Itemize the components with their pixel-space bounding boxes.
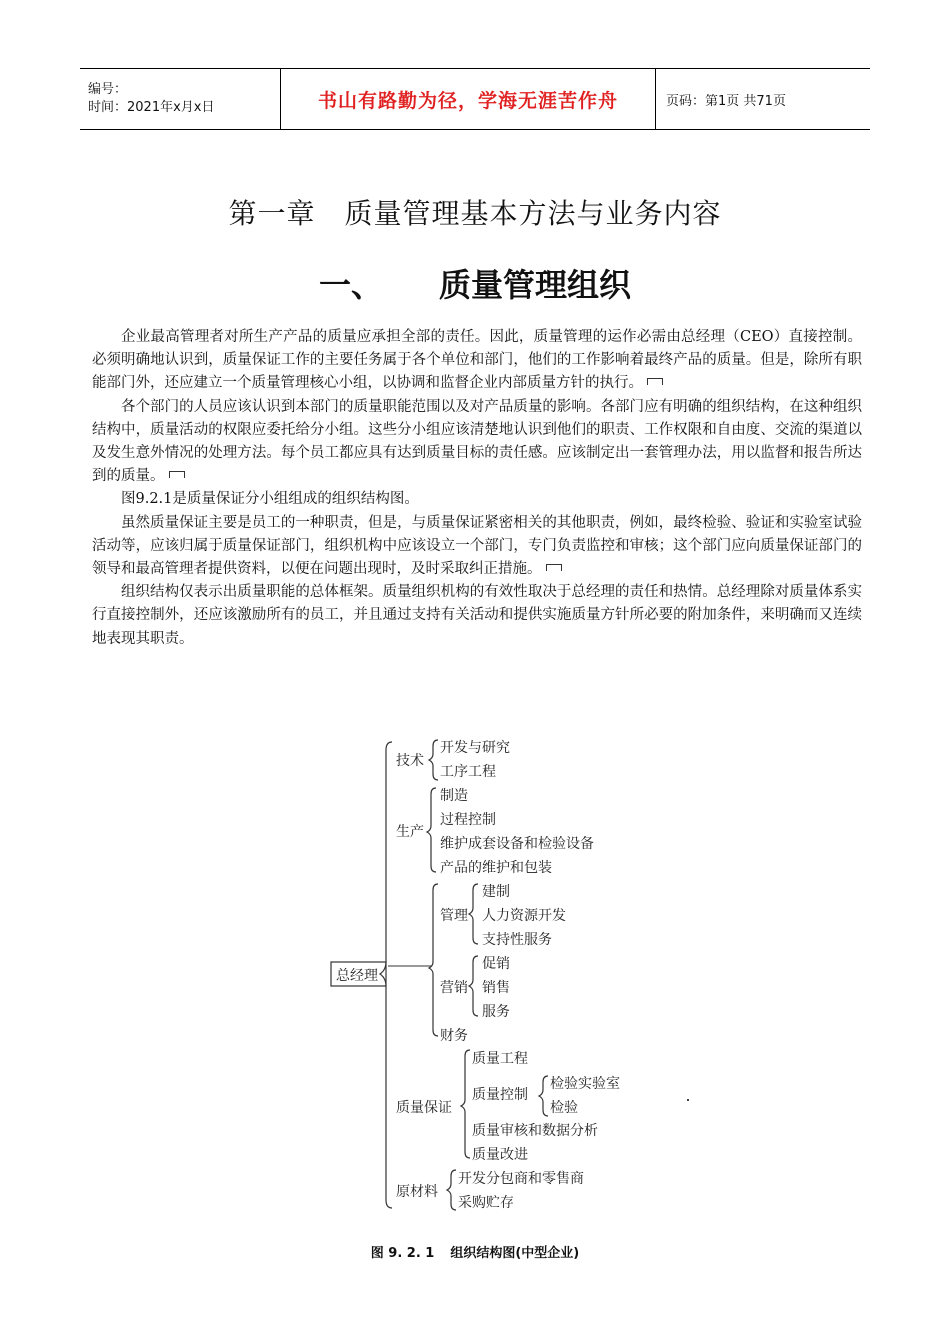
org-node-construction: 建制 xyxy=(482,884,510,900)
org-node-process-control: 过程控制 xyxy=(440,812,496,828)
org-node-quality-control: 质量控制 xyxy=(472,1087,528,1103)
org-node-maintain-equipment: 维护成套设备和检验设备 xyxy=(440,836,594,852)
org-node-process-eng: 工序工程 xyxy=(440,764,496,780)
brace xyxy=(429,884,438,1036)
org-node-subcontractors: 开发分包商和零售商 xyxy=(458,1171,584,1187)
page-info: 页码：第1页 共71页 xyxy=(666,93,786,109)
org-node-quality-assurance: 质量保证 xyxy=(396,1100,452,1116)
brace xyxy=(429,740,438,780)
brace xyxy=(469,884,478,944)
brace xyxy=(447,1170,456,1210)
chapter-title: 第一章 质量管理基本方法与业务内容 xyxy=(228,197,722,230)
paragraph: 各个部门的人员应该认识到本部门的质量职能范围以及对产品质量的影响。各部门应有明确的组织结构，在这种组织结构中，质量活动的权限应委托给分小组。这些分小组应该清楚地认识到他们的职责、工作权限和自由度、交流的渠道以及发生意外情况的处理方法。每个员工都应具有达到质量目标的责任感。应该制定出一套管理办法，用以监督和报告所达到的质量。 xyxy=(92,398,862,485)
document-date: 时间：2021年x月x日 xyxy=(88,100,215,115)
org-node-promotion: 促销 xyxy=(482,956,510,972)
paragraph: 虽然质量保证主要是员工的一种职责，但是，与质量保证紧密相关的其他职责，例如，最终检验、验证和实验室试验活动等，应该归属于质量保证部门，组织机构中应该设立一个部门，专门负责监控和审核；这个部门应向质量保证部门的领导和最高管理者提供资料，以便在问题出现时，及时采取纠正措施。 xyxy=(92,514,862,578)
org-node-root: 总经理 xyxy=(336,968,378,984)
org-node-production: 生产 xyxy=(396,824,424,840)
org-node-support-service: 支持性服务 xyxy=(482,932,552,948)
figure-number: 图 9. 2. 1 xyxy=(370,1246,435,1261)
org-node-service: 服务 xyxy=(482,1004,510,1020)
paragraph: 组织结构仅表示出质量职能的总体框架。质量组织机构的有效性取决于总经理的责任和热情。总经理除对质量体系实行直接控制外，还应该激励所有的员工，并且通过支持有关活动和提供实施质量方针所必要的附加条件，来明确而又连续地表现其职责。 xyxy=(92,584,862,647)
org-node-sales: 销售 xyxy=(482,980,510,996)
figure-caption xyxy=(0,1242,950,1261)
header-motto: 书山有路勤为径，学海无涯苦作舟 xyxy=(317,89,618,112)
section-title-text: 质量管理组织 xyxy=(439,266,632,304)
org-node-quality-improvement: 质量改进 xyxy=(472,1147,528,1163)
brace xyxy=(469,956,478,1016)
brace xyxy=(461,1050,470,1158)
paragraph: 企业最高管理者对所生产产品的质量应承担全部的责任。因此，质量管理的运作必需由总经理（CEO）直接控制。必须明确地认识到，质量保证工作的主要任务属于各个单位和部门，他们的工作影响着最终产品的质量。但是，除所有职能部门外，还应建立一个质量管理核心小组，以协调和监督企业内部质量方针的执行。 xyxy=(92,329,862,392)
org-node-tech: 技术 xyxy=(396,753,424,769)
org-node-marketing: 营销 xyxy=(440,980,468,996)
section-number: 一、 xyxy=(318,266,383,304)
org-node-inspection: 检验 xyxy=(550,1100,578,1116)
paragraph: 图9.2.1是质量保证分小组组成的组织结构图。 xyxy=(121,491,419,508)
org-node-raw-materials: 原材料 xyxy=(396,1184,438,1200)
org-node-audit-analysis: 质量审核和数据分析 xyxy=(472,1123,598,1139)
org-node-finance: 财务 xyxy=(440,1028,468,1044)
speck xyxy=(687,1099,689,1101)
org-node-product-packaging: 产品的维护和包装 xyxy=(440,860,552,876)
brace xyxy=(539,1076,548,1116)
org-node-dev-research: 开发与研究 xyxy=(440,740,510,756)
document-number: 编号： xyxy=(88,82,128,97)
org-node-inspection-lab: 检验实验室 xyxy=(550,1076,620,1092)
org-node-quality-engineering: 质量工程 xyxy=(472,1051,528,1067)
figure-title: 组织结构图(中型企业) xyxy=(450,1246,580,1261)
org-node-purchase-storage: 采购贮存 xyxy=(458,1195,514,1211)
brace xyxy=(427,788,436,872)
org-node-management: 管理 xyxy=(440,908,468,924)
org-node-hr-development: 人力资源开发 xyxy=(482,908,566,924)
org-node-manufacture: 制造 xyxy=(440,788,468,804)
